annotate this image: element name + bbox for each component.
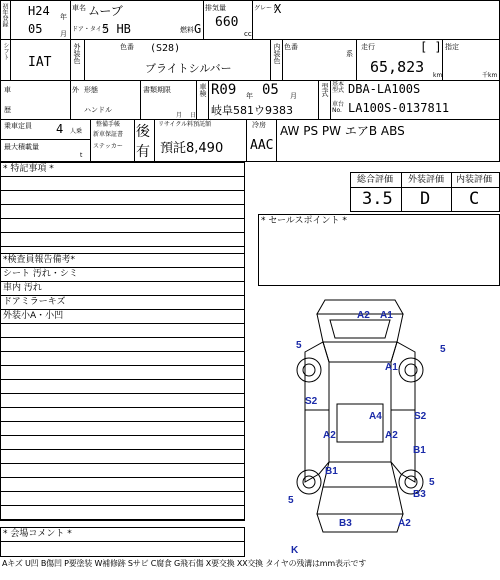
month-unit: 月 [60,30,67,38]
displacement-value: 660 [215,15,239,30]
shape-label: 形態 [84,86,98,94]
cc-unit: cc [244,30,252,38]
damage-bottom-k: K [291,545,299,556]
inspection-month: 05 [262,82,279,98]
km-unit: km [433,72,443,79]
front-left-tire-depth: 5 [296,340,302,351]
color-code-label: 色番 [120,43,134,51]
damage-left-s2: S2 [305,396,318,407]
shift-label: シフト [2,42,9,60]
reg-year: H24 [28,4,50,18]
inspector-item: ドアミラーキズ [1,296,244,310]
damage-front-a2: A2 [357,310,370,321]
inspector-item: 外装小A・小凹 [1,310,244,324]
inspector-notes-box [0,253,245,521]
grade-value: X [274,2,282,16]
damage-left-b1: B1 [325,466,338,477]
thousand-km: 千km [482,72,498,79]
mileage-value: 65,823 [370,58,425,76]
color-code: (S28) [150,43,181,54]
inspection-month-unit: 月 [290,92,297,100]
car-damage-diagram [285,292,435,552]
document-label: 書類期限 [143,86,171,94]
damage-right-a1: A1 [385,362,398,373]
color-name: ブライトシルバー [145,62,232,75]
chassis-label: 車台No. [332,101,345,114]
damage-rear-a2: A2 [398,518,411,529]
maintenance-label: 整備手帳 [96,121,121,128]
row3-ext-label: 外 [72,86,79,94]
recycle-value: 預託8,490 [160,141,224,156]
license-plate: 岐阜581ウ9383 [211,104,293,117]
front-right-tire-depth: 5 [440,344,446,355]
ext-color-label: 外装色 [73,43,81,64]
mileage-label: 走行 [361,43,375,51]
inspector-item: シート 汚れ・シミ [1,268,244,282]
door-label: ドア・タイプ [72,26,108,33]
displacement-label: 排気量 [205,4,226,12]
reg-month: 05 [28,22,43,36]
int-color-suffix: 系 [346,50,353,58]
mileage-bracket: [ ] [420,40,442,54]
inspector-item: 車内 汚れ [1,282,244,296]
fuel-type: G [194,22,202,36]
inspection-year-unit: 年 [246,92,253,100]
damage-rear-b3: B3 [339,518,352,529]
capacity-value: 4 [56,122,64,136]
maxload-unit: t [80,152,83,159]
sales-points-title: * セールスポイント * [261,216,347,226]
fuel-label: 燃料 [180,26,194,34]
int-color-code-label: 色番 [284,43,298,51]
aircon-label: 冷房 [252,121,266,129]
equipment-list: AW PS PW エアB ABS [280,124,405,138]
inspection-label: 車検 [199,83,207,97]
damage-right-s2: S2 [414,411,427,422]
year-unit: 年 [60,13,67,21]
capacity-label: 乗車定員 [4,122,32,130]
chassis-number: LA100S-0137811 [348,101,450,115]
maintenance-flag: 後 [136,124,150,140]
damage-roof-a4: A4 [369,411,382,422]
grade-label: グレード [254,5,279,12]
capacity-unit: 人乗 [70,128,83,135]
special-notes-title: * 特記事項 * [1,163,244,177]
overall-score-label: 総合評価 [357,175,394,185]
damage-front-a1: A1 [380,310,393,321]
exterior-score-label: 外装評価 [408,175,445,185]
overall-score: 3.5 [362,189,393,209]
type-label: 型式 [321,83,329,97]
exterior-score: D [420,189,431,209]
int-color-label: 内装色 [273,43,281,64]
maxload-label: 最大積載量 [4,143,39,151]
rear-right-tire-depth: 5 [429,477,435,488]
model-label: 車名 [72,4,86,12]
venue-comment-title: * 会場コメント * [1,528,244,542]
model-name: ムーブ [88,4,123,18]
model-code: DBA-LA100S [348,82,421,96]
door-type: 5 HB [102,22,131,36]
inspector-notes-title: *検査員報告備考* [1,254,244,268]
sticker-flag: 有 [136,144,150,160]
recycle-label: リサイクル料預託額 [158,121,212,128]
shift-value: IAT [28,55,52,70]
sticker-label: ステッカー [93,143,123,150]
history-label: 歴 [4,106,11,114]
basic-model-label: 基本型式 [332,81,345,94]
damage-right-b1: B1 [413,445,426,456]
damage-left-a2: A2 [323,430,336,441]
inspection-era: R09 [211,82,237,98]
damage-rear-right-b3: B3 [413,489,426,500]
certified-label: 指定 [445,43,459,51]
new-warranty-label: 新車保証書 [93,131,124,138]
venue-comment-box [0,527,245,557]
interior-score: C [469,189,480,209]
first-reg-label: 初年登録 [1,3,8,27]
document-day: 日 [190,112,197,119]
car-label: 車 [4,86,11,94]
rear-left-tire-depth: 5 [288,495,294,506]
interior-score-label: 内装評価 [456,175,493,185]
damage-legend: Aキズ U凹 B傷凹 P要塗装 W補修跡 Sサビ C腐食 G飛石傷 X要交換 XX交換 タイヤの残溝はmm表示です [2,559,367,568]
damage-right-a2: A2 [385,430,398,441]
special-notes-box [0,162,245,254]
document-month: 月 [176,112,183,119]
aircon-value: AAC [250,138,274,153]
handle-label: ハンドル [84,106,112,114]
